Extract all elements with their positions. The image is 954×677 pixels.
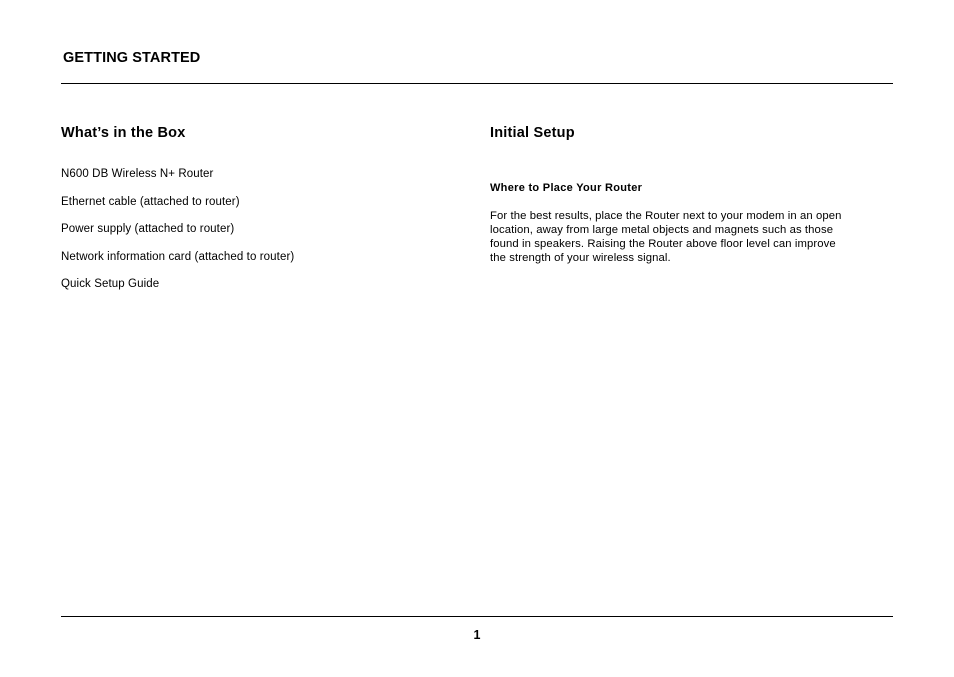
list-item: Ethernet cable (attached to router)	[61, 195, 240, 208]
router-placement-paragraph: For the best results, place the Router next to your modem in an open location, away from large metal objects and magnets such as those found in speakers. Raising the Router above floor level can improve the strength of your wireless signal.	[490, 210, 842, 264]
box-contents-list	[61, 167, 294, 305]
initial-setup-heading: Initial Setup	[490, 125, 575, 141]
footer-divider	[61, 616, 893, 617]
whats-in-the-box-section	[61, 124, 461, 290]
list-item: Quick Setup Guide	[61, 278, 160, 290]
page-header-title: GETTING STARTED	[63, 50, 201, 66]
page-number: 1	[473, 628, 481, 642]
initial-setup-section	[490, 124, 850, 264]
list-item: N600 DB Wireless N+ Router	[61, 168, 214, 180]
header-divider	[61, 83, 893, 84]
whats-in-the-box-heading: What’s in the Box	[61, 125, 186, 141]
list-item: Power supply (attached to router)	[61, 223, 235, 235]
list-item: Network information card (attached to router)	[61, 250, 295, 263]
router-placement-subheading: Where to Place Your Router	[490, 182, 643, 194]
